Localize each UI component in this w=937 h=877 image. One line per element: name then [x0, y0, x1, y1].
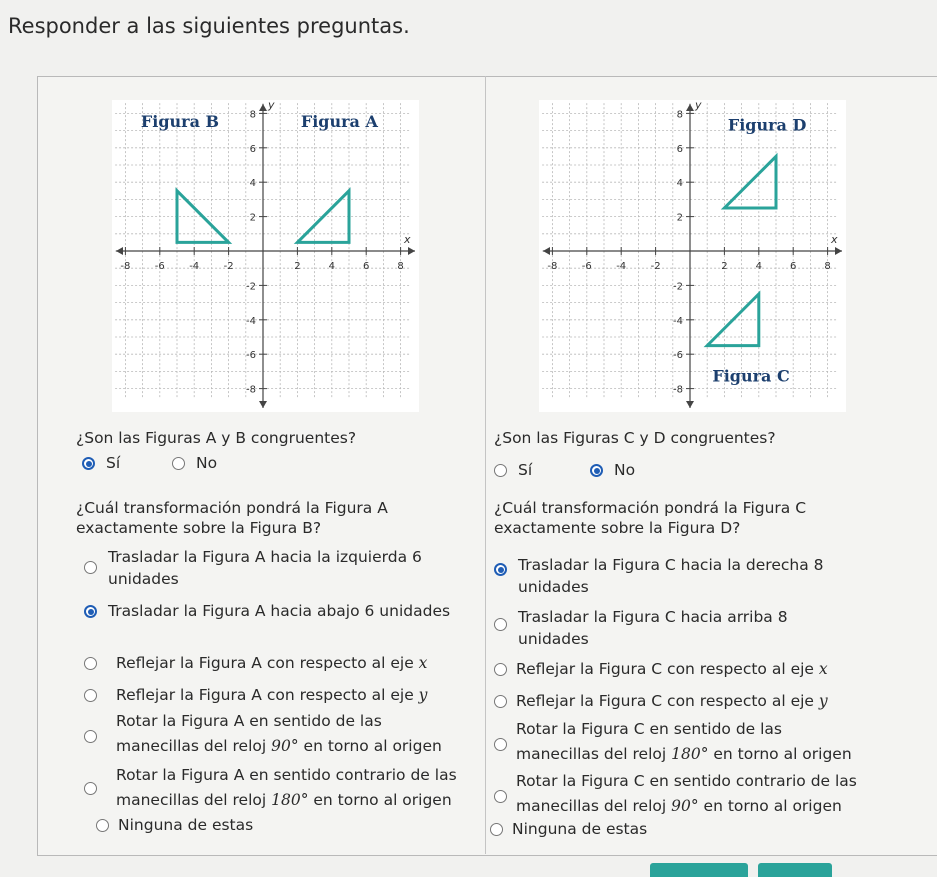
arrow-left-icon — [116, 247, 123, 255]
figure-c-label: Figura C — [712, 366, 790, 386]
angle-value: 90° — [671, 797, 699, 815]
radio-icon[interactable] — [494, 464, 507, 477]
option-label: Ninguna de estas — [118, 816, 254, 834]
option-text: en torno al origen — [713, 745, 852, 763]
right-question-transformation: ¿Cuál transformación pondrá la Figura C exactamente sobre la Figura D? — [494, 499, 807, 537]
radio-icon[interactable] — [494, 790, 507, 803]
radio-icon[interactable] — [494, 618, 507, 631]
arrow-left-icon — [543, 247, 550, 255]
option-text: Reflejar la Figura C con respecto al eje — [516, 660, 814, 678]
option-label: No — [196, 454, 218, 472]
arrow-right-icon — [835, 247, 842, 255]
radio-icon[interactable] — [84, 657, 97, 670]
x-tick-label: 6 — [363, 261, 370, 272]
radio-icon[interactable] — [490, 823, 503, 836]
left-question-congruent: ¿Son las Figuras A y B congruentes? — [76, 429, 357, 447]
x-tick-label: -6 — [581, 261, 592, 272]
option-label-line1: Rotar la Figura C en sentido de las — [516, 720, 783, 738]
page-title: Responder a las siguientes preguntas. — [8, 14, 410, 38]
radio-icon[interactable] — [84, 782, 97, 795]
arrow-right-icon — [408, 247, 415, 255]
x-tick-label: 6 — [790, 261, 797, 272]
angle-value: 180° — [271, 791, 309, 809]
radio-icon[interactable] — [84, 730, 97, 743]
radio-icon[interactable] — [494, 695, 507, 708]
figure-d-shape — [724, 156, 776, 208]
option-text: Reflejar la Figura A con respecto al eje — [116, 686, 414, 704]
radio-selected-icon[interactable] — [82, 457, 95, 470]
option-label — [116, 652, 427, 674]
x-axis-label: x — [404, 233, 411, 246]
coordinate-graph-left — [112, 100, 419, 412]
option-label: Trasladar la Figura C hacia la derecha 8 unidades — [518, 556, 824, 596]
x-tick-label: -8 — [120, 261, 131, 272]
option-label — [516, 690, 828, 712]
axis-variable: x — [818, 660, 828, 678]
y-tick-label: 2 — [249, 212, 256, 224]
option-label: Trasladar la Figura A hacia la izquierda 6 unidades — [108, 548, 422, 588]
option-label-line2 — [516, 795, 842, 817]
option-text: Reflejar la Figura A con respecto al eje — [116, 654, 414, 672]
radio-icon[interactable] — [84, 561, 97, 574]
arrow-down-icon — [686, 401, 694, 408]
coordinate-graph-right — [539, 100, 846, 412]
radio-icon[interactable] — [84, 689, 97, 702]
x-tick-label: -2 — [223, 261, 234, 272]
x-tick-label: 8 — [824, 261, 831, 272]
y-tick-label: -8 — [673, 384, 683, 396]
option-text: manecillas del reloj — [516, 745, 667, 763]
panel-divider — [485, 76, 486, 854]
y-tick-label: -6 — [673, 350, 683, 362]
option-label: Sí — [106, 454, 121, 472]
y-tick-label: 4 — [249, 178, 256, 190]
y-tick-label: -6 — [246, 350, 256, 362]
x-tick-label: -8 — [547, 261, 558, 272]
angle-value: 90° — [271, 737, 299, 755]
option-text: en torno al origen — [313, 791, 452, 809]
y-tick-label: -8 — [246, 384, 256, 396]
angle-value: 180° — [671, 745, 709, 763]
y-tick-label: 8 — [676, 109, 683, 121]
option-label — [516, 658, 828, 680]
y-tick-label: 6 — [249, 143, 256, 155]
figure-a-shape — [297, 191, 349, 243]
axis-variable: y — [818, 692, 828, 710]
y-tick-label: -4 — [246, 315, 256, 327]
radio-selected-icon[interactable] — [494, 563, 507, 576]
option-label: Trasladar la Figura C hacia arriba 8 unidades — [518, 608, 788, 648]
radio-icon[interactable] — [96, 819, 109, 832]
axis-variable: x — [418, 654, 428, 672]
figure-d-label: Figura D — [727, 115, 807, 135]
x-tick-label: 2 — [721, 261, 728, 272]
option-text: manecillas del reloj — [116, 737, 267, 755]
x-tick-label: -4 — [616, 261, 627, 272]
x-axis-label: x — [831, 233, 838, 246]
x-tick-label: 2 — [294, 261, 301, 272]
x-tick-label: 8 — [397, 261, 404, 272]
left-question-transformation: ¿Cuál transformación pondrá la Figura A exactamente sobre la Figura B? — [76, 499, 388, 537]
option-label-line2 — [116, 789, 452, 811]
figure-b-label: Figura B — [140, 112, 220, 132]
option-text: en torno al origen — [303, 737, 442, 755]
arrow-up-icon — [259, 104, 267, 111]
radio-selected-icon[interactable] — [84, 605, 97, 618]
y-tick-label: -2 — [673, 281, 683, 293]
radio-icon[interactable] — [172, 457, 185, 470]
y-tick-label: 8 — [249, 109, 256, 121]
x-tick-label: -2 — [650, 261, 661, 272]
option-text: manecillas del reloj — [516, 797, 667, 815]
arrow-down-icon — [259, 401, 267, 408]
y-tick-label: 6 — [676, 143, 683, 155]
option-label: Trasladar la Figura A hacia abajo 6 unidades — [108, 602, 451, 620]
option-label-line2 — [516, 743, 852, 765]
x-tick-label: -6 — [154, 261, 165, 272]
action-button[interactable] — [650, 863, 748, 877]
option-label-line1: Rotar la Figura A en sentido de las — [116, 712, 382, 730]
option-label-line2 — [116, 735, 442, 757]
action-button-secondary[interactable] — [758, 863, 832, 877]
arrow-up-icon — [686, 104, 694, 111]
x-tick-label: -4 — [189, 261, 200, 272]
option-label: No — [614, 461, 636, 479]
option-text: Reflejar la Figura C con respecto al eje — [516, 692, 814, 710]
x-tick-label: 4 — [328, 261, 335, 272]
y-tick-label: -4 — [673, 315, 683, 327]
option-label: Ninguna de estas — [512, 820, 648, 838]
option-label-line1: Rotar la Figura C en sentido contrario de las — [516, 772, 857, 790]
x-tick-label: 4 — [755, 261, 762, 272]
y-tick-label: 2 — [676, 212, 683, 224]
y-tick-label: -2 — [246, 281, 256, 293]
option-text: manecillas del reloj — [116, 791, 267, 809]
figure-a-label: Figura A — [300, 112, 378, 132]
option-label: Sí — [518, 461, 533, 479]
option-label-line1: Rotar la Figura A en sentido contrario de las — [116, 766, 457, 784]
option-label — [116, 684, 427, 706]
y-axis-label: y — [268, 98, 275, 112]
option-text: en torno al origen — [703, 797, 842, 815]
y-tick-label: 4 — [676, 178, 683, 190]
axis-variable: y — [418, 686, 428, 704]
radio-selected-icon[interactable] — [590, 464, 603, 477]
radio-icon[interactable] — [494, 738, 507, 751]
radio-icon[interactable] — [494, 663, 507, 676]
y-axis-label: y — [695, 98, 702, 112]
right-question-congruent: ¿Son las Figuras C y D congruentes? — [494, 429, 776, 447]
